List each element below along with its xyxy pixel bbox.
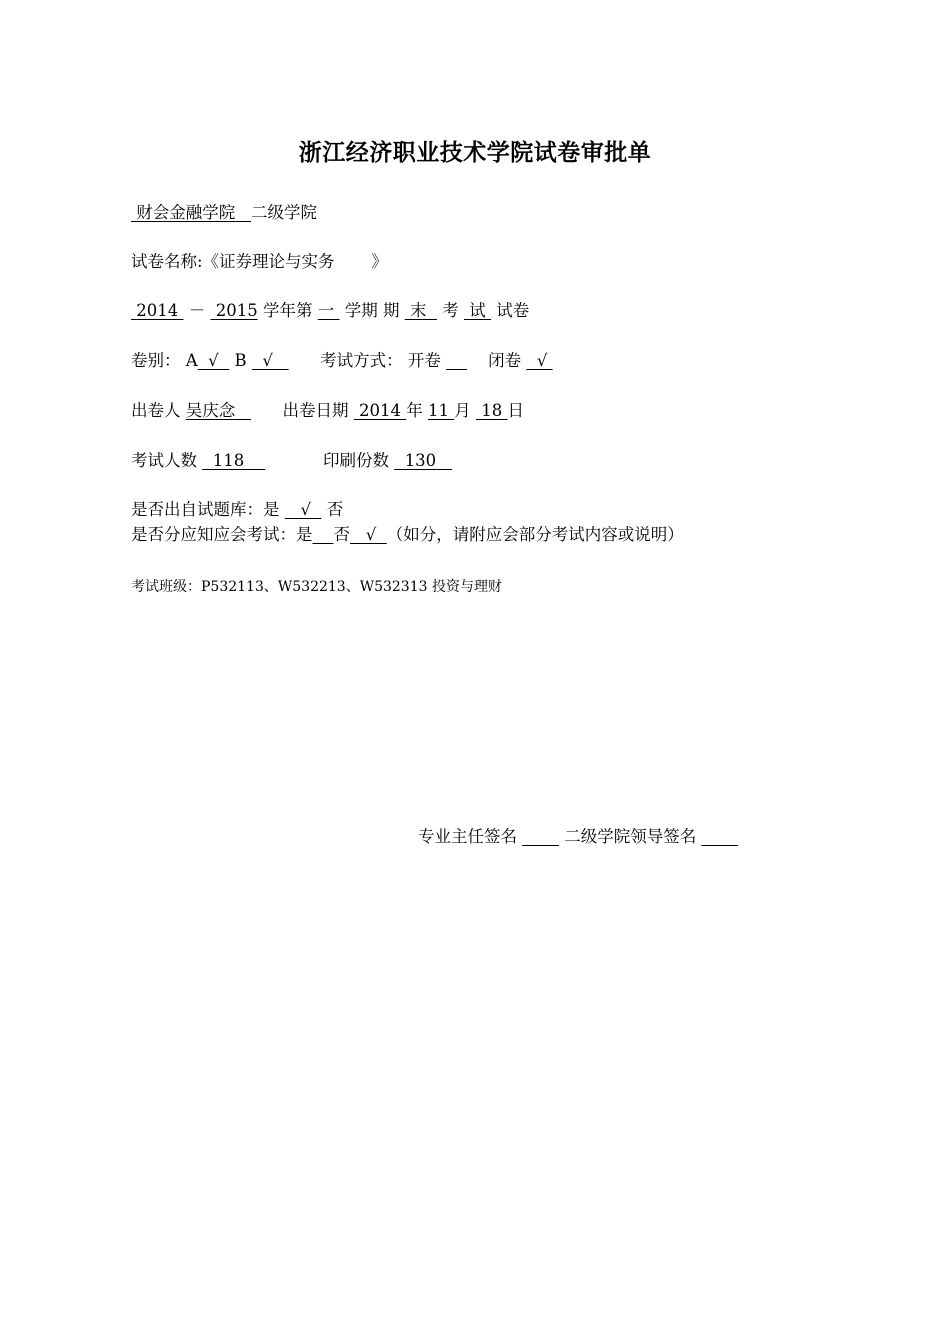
date-year: 2014 bbox=[358, 401, 401, 420]
year-start-field bbox=[131, 301, 184, 320]
term-line bbox=[131, 300, 529, 322]
paper-name-close: 》 bbox=[371, 252, 388, 271]
joint-exam-line bbox=[131, 524, 684, 546]
date-year-unit: 年 bbox=[406, 401, 423, 420]
college-suffix: 二级学院 bbox=[251, 203, 317, 222]
date-year-field bbox=[354, 401, 407, 420]
semester: 一 bbox=[317, 301, 335, 320]
copies-label: 印刷份数 bbox=[322, 451, 389, 470]
year-start: 2014 bbox=[136, 301, 179, 320]
copies-count: 130 bbox=[404, 451, 437, 470]
exam-kind2: 试 bbox=[469, 301, 486, 320]
copies-field bbox=[394, 451, 452, 470]
date-month-unit: 月 bbox=[454, 401, 471, 420]
paper-type-line bbox=[131, 350, 553, 372]
examinees-count: 118 bbox=[212, 451, 245, 470]
open-book-field bbox=[446, 351, 467, 370]
term-text4: 试卷 bbox=[496, 301, 530, 320]
joint-exam-yes-field bbox=[313, 525, 334, 544]
open-book-label: 开卷 bbox=[407, 351, 441, 370]
college-name: 财会金融学院 bbox=[136, 203, 236, 222]
classes-value: P532113、W532213、W532313 投资与理财 bbox=[201, 579, 502, 595]
exam-kind-field bbox=[405, 301, 437, 320]
paper-name-line bbox=[131, 251, 388, 273]
closed-book-label: 闭卷 bbox=[488, 351, 522, 370]
question-bank-yes-field bbox=[285, 500, 322, 519]
paper-a-check: √ bbox=[208, 351, 219, 370]
author-line bbox=[131, 400, 524, 422]
college-leader-signature-field bbox=[701, 827, 738, 846]
term-text3: 考 bbox=[442, 301, 459, 320]
semester-field bbox=[318, 301, 340, 320]
term-dash: － bbox=[188, 301, 206, 320]
exam-kind: 末 bbox=[410, 301, 427, 320]
college-name-field bbox=[131, 203, 251, 222]
year-end-field bbox=[211, 301, 258, 320]
exam-kind2-field bbox=[464, 301, 491, 320]
date-day-field bbox=[476, 401, 508, 420]
examinees-field bbox=[202, 451, 265, 470]
author-name: 吴庆念 bbox=[185, 401, 236, 420]
joint-exam-no-check: √ bbox=[365, 525, 377, 544]
joint-exam-no-label: 否 bbox=[333, 525, 350, 544]
question-bank-label: 是否出自试题库：是 bbox=[131, 500, 280, 519]
paper-type-label: 卷别： bbox=[131, 351, 181, 370]
date-label: 出卷日期 bbox=[282, 401, 349, 420]
classes-line bbox=[131, 576, 502, 598]
paper-a-field bbox=[198, 351, 230, 370]
year-end: 2015 bbox=[215, 301, 258, 320]
author-label: 出卷人 bbox=[131, 401, 181, 420]
date-month-field bbox=[428, 401, 454, 420]
joint-exam-note: （如分，请附应会部分考试内容或说明） bbox=[386, 525, 684, 544]
question-bank-yes-check: √ bbox=[300, 500, 312, 519]
date-day-unit: 日 bbox=[507, 401, 524, 420]
major-head-signature-field bbox=[522, 827, 559, 846]
paper-b-field bbox=[252, 351, 289, 370]
signature-line bbox=[418, 823, 738, 847]
classes-label: 考试班级： bbox=[131, 579, 201, 595]
question-bank-line bbox=[131, 499, 343, 521]
date-day: 18 bbox=[481, 401, 503, 420]
form-title: 浙江经济职业技术学院试卷审批单 bbox=[298, 139, 652, 166]
college-line bbox=[131, 202, 317, 224]
joint-exam-label: 是否分应知应会考试：是 bbox=[131, 525, 313, 544]
author-name-field bbox=[186, 401, 251, 420]
paper-b-label: B bbox=[234, 351, 247, 370]
major-head-signature-label: 专业主任签名 bbox=[418, 827, 517, 846]
term-text2: 学期 期 bbox=[344, 301, 400, 320]
paper-b-check: √ bbox=[262, 351, 273, 370]
examinees-label: 考试人数 bbox=[131, 451, 197, 470]
counts-line bbox=[131, 450, 452, 472]
term-text1: 学年第 bbox=[263, 301, 313, 320]
closed-book-check: √ bbox=[536, 351, 548, 370]
date-month: 11 bbox=[427, 401, 449, 420]
paper-name-label: 试卷名称:《证券理论与实务 bbox=[131, 252, 335, 271]
exam-mode-label: 考试方式： bbox=[320, 351, 403, 370]
closed-book-field bbox=[526, 351, 552, 370]
question-bank-no-label: 否 bbox=[326, 500, 344, 519]
college-leader-signature-label: 二级学院领导签名 bbox=[564, 827, 697, 846]
joint-exam-no-field bbox=[350, 525, 387, 544]
paper-a-label: A bbox=[185, 351, 198, 370]
